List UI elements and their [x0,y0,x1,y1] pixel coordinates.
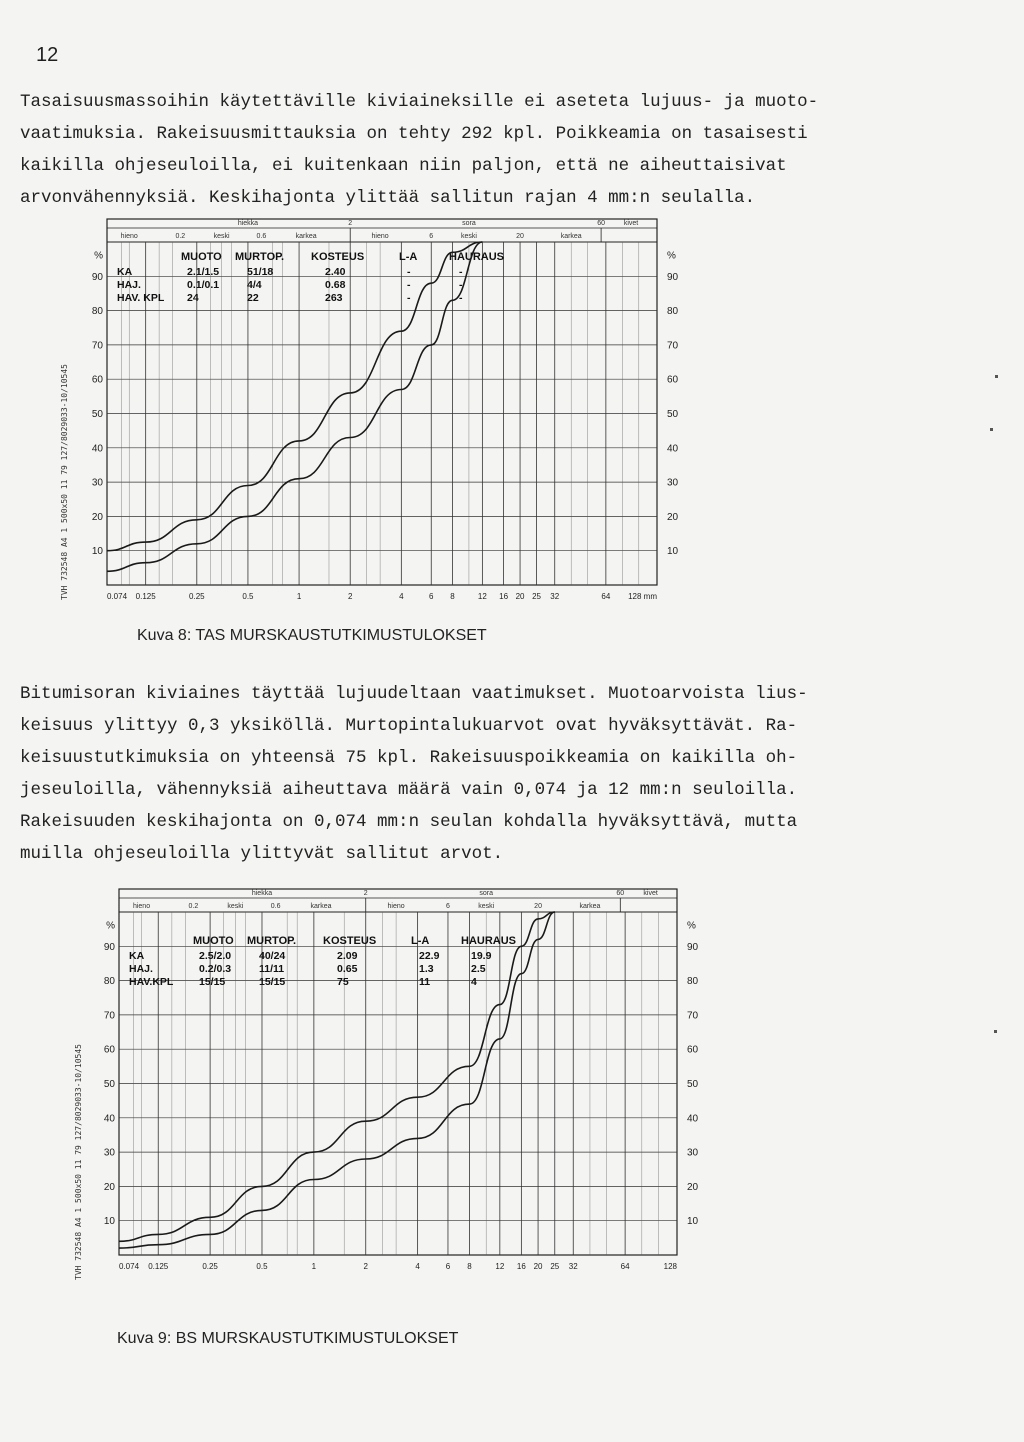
x-tick-label: 25 [550,1262,560,1271]
x-tick-label: 0.25 [189,592,205,601]
x-tick-label: 1 [296,592,302,601]
table-cell: 4 [471,976,477,988]
table-cell: - [459,266,463,278]
header-label: 6 [446,903,450,910]
x-tick-label: 6 [429,592,434,601]
header-label: hiekka [251,890,273,897]
form-stamp: TVH 732548 A4 1 500x50 11 79 127/8029033-10/10545 [60,363,69,600]
header-label: karkea [310,903,332,910]
table-header: L-A [411,935,430,947]
table-cell: 2.40 [325,266,346,278]
table-row-label: HAV. KPL [117,292,165,304]
y-tick-label: 90 [103,941,115,953]
table-header: HAURAUS [449,251,504,263]
text-line: vaatimuksia. Rakeisuusmittauksia on tehty 292 kpl. Poikkeamia on tasaisesti [20,124,808,144]
chart-svg [105,886,725,1276]
y-tick-label: 60 [91,374,103,386]
header-label: keski [478,903,495,910]
y-tick-label: 70 [667,340,679,352]
x-tick-label: 64 [620,1262,630,1271]
y-tick-label: 60 [103,1044,115,1056]
table-cell: 263 [325,292,343,304]
table-header: MURTOP. [247,935,297,947]
header-label: keski [227,903,244,910]
header-label: keski [460,233,477,240]
header-label: karkea [560,233,582,240]
y-tick-label: 70 [91,340,103,352]
table-cell: - [459,292,463,304]
x-tick-label: 32 [568,1262,578,1271]
text-line: jeseuloilla, vähennyksiä aiheuttava määrä vain 0,074 ja 12 mm:n seuloilla. [20,780,798,800]
x-tick-label: 0.5 [242,592,254,601]
header-label: 0.2 [188,903,199,910]
y-tick-label: 10 [91,546,103,558]
x-tick-label: 128 [663,1262,677,1271]
y-tick-label: 90 [91,271,103,283]
y-tick-label: 50 [687,1079,699,1090]
paragraph-2 [20,678,808,870]
y-tick-label: 30 [667,477,679,489]
text-line: kaikilla ohjeseuloilla, ei kuitenkaan niin paljon, että ne aiheuttaisivat [20,156,787,176]
y-tick-label: 60 [667,374,679,386]
table-cell: 4/4 [247,279,262,291]
header-label: hieno [387,903,405,910]
table-cell: 22 [247,292,259,304]
y-tick-label: 10 [687,1216,699,1228]
x-tick-label: 0.125 [135,592,156,601]
x-tick-label: 0.074 [107,592,128,601]
header-label: 2 [348,220,353,227]
x-tick-label: 16 [499,592,509,601]
x-tick-label: 0.25 [202,1262,218,1271]
y-unit-label: % [94,250,103,262]
y-tick-label: 10 [667,546,679,558]
text-line: arvonvähennyksiä. Keskihajonta ylittää sallitun rajan 4 mm:n seulalla. [20,188,756,208]
y-tick-label: 20 [91,511,103,523]
table-cell: 2.5/2.0 [199,950,232,962]
table-cell: 11 [419,976,431,988]
x-tick-label: 4 [399,592,404,601]
table-cell: 19.9 [471,950,492,962]
header-label: sora [462,220,476,227]
y-tick-label: 20 [687,1181,699,1193]
y-tick-label: 40 [687,1113,699,1125]
table-cell: - [407,266,411,278]
figure-caption-8: Kuva 8: TAS MURSKAUSTUTKIMUSTULOKSET [137,627,487,644]
table-cell: - [407,292,411,304]
header-label: keski [213,233,230,240]
header-label: hieno [120,233,138,240]
x-tick-label: 128 mm [628,592,657,601]
x-tick-label: 2 [347,592,353,601]
header-label: 20 [534,903,542,910]
table-cell: 15/15 [199,976,226,988]
y-tick-label: 80 [667,306,679,318]
header-label: 0.2 [175,233,186,240]
x-tick-label: 16 [516,1262,526,1271]
header-label: kivet [643,890,658,897]
x-tick-label: 32 [550,592,560,601]
grain-size-chart-tas [91,216,700,606]
scan-speck [995,375,998,378]
y-tick-label: 40 [91,443,103,455]
header-label: 60 [616,890,625,897]
x-tick-label: 0.125 [148,1262,169,1271]
header-label: hieno [132,903,151,910]
y-tick-label: 40 [667,443,679,455]
x-tick-label: 8 [450,592,455,601]
table-header: KOSTEUS [311,251,365,263]
table-row-label: HAJ. [129,963,153,975]
header-label: 0.6 [270,903,281,910]
table-cell: - [407,279,411,291]
header-label: kivet [623,220,639,227]
form-stamp: TVH 732548 A4 1 500x50 11 79 127/8029033-10/10545 [74,1043,83,1280]
y-unit-label: % [106,920,115,932]
table-header: MUOTO [181,251,222,263]
table-cell: 51/18 [247,266,274,278]
header-label: 0.6 [256,233,267,240]
y-tick-label: 80 [103,976,115,988]
text-line: keisuustutkimuksia on yhteensä 75 kpl. Rakeisuuspoikkeamia on kaikilla oh- [20,748,798,768]
scan-speck [994,1030,997,1033]
table-cell: 40/24 [259,950,286,962]
y-tick-label: 20 [667,511,679,523]
paragraph-1 [20,86,818,214]
x-tick-label: 20 [533,1262,543,1271]
y-tick-label: 50 [103,1079,115,1090]
grain-size-chart-bs [105,886,725,1276]
y-unit-label: % [687,920,696,932]
table-header: HAURAUS [461,935,516,947]
chart-svg [91,216,700,606]
text-line: keisuus ylittyy 0,3 yksiköllä. Murtopintalukuarvot ovat hyväksyttävät. Ra- [20,716,798,736]
header-label: 2 [363,890,368,897]
table-row-label: HAV.KPL [129,976,174,988]
header-label: sora [479,890,494,897]
y-tick-label: 10 [103,1216,115,1228]
header-label: karkea [579,903,601,910]
y-tick-label: 30 [103,1147,115,1159]
header-label: 60 [597,220,606,227]
y-tick-label: 20 [103,1181,115,1193]
scan-speck [990,428,993,431]
table-cell: 11/11 [259,963,285,975]
table-cell: 2.1/1.5 [187,266,220,278]
text-line: Rakeisuuden keskihajonta on 0,074 mm:n seulan kohdalla hyväksyttävä, mutta [20,812,798,832]
x-tick-label: 2 [363,1262,368,1271]
x-tick-label: 25 [532,592,541,601]
y-unit-label: % [667,250,676,262]
table-row-label: KA [129,950,145,962]
table-cell: 24 [187,292,199,304]
y-tick-label: 50 [667,409,679,420]
x-tick-label: 1 [311,1262,317,1271]
table-header: MUOTO [193,935,234,947]
header-label: 6 [429,233,434,240]
x-tick-label: 8 [467,1262,472,1271]
x-tick-label: 4 [415,1262,420,1271]
text-line: muilla ohjeseuloilla ylittyvät sallitut arvot. [20,844,504,864]
table-row-label: HAJ. [117,279,141,291]
y-tick-label: 70 [687,1010,699,1022]
table-cell: 0.2/0.3 [199,963,232,975]
x-tick-label: 12 [495,1262,505,1271]
page-number: 12 [36,44,59,66]
header-label: hiekka [237,220,259,227]
grading-curve-upper [107,242,482,551]
y-tick-label: 70 [103,1010,115,1022]
y-tick-label: 80 [91,306,103,318]
text-line: Tasaisuusmassoihin käytettäville kiviaineksille ei aseteta lujuus- ja muoto- [20,92,819,112]
table-cell: 75 [337,976,349,988]
x-tick-label: 64 [601,592,611,601]
x-tick-label: 0.074 [119,1262,140,1271]
y-tick-label: 40 [103,1113,115,1125]
y-tick-label: 50 [91,409,103,420]
table-header: MURTOP. [235,251,285,263]
header-label: hieno [371,233,389,240]
table-cell: - [459,279,463,291]
table-header: KOSTEUS [323,935,377,947]
y-tick-label: 60 [687,1044,699,1056]
table-cell: 2.5 [471,963,486,975]
x-tick-label: 20 [515,592,525,601]
y-tick-label: 80 [687,976,699,988]
header-label: 20 [516,233,524,240]
table-header: L-A [399,251,418,263]
text-line: Bitumisoran kiviaines täyttää lujuudeltaan vaatimukset. Muotoarvoista lius- [20,684,808,704]
header-label: karkea [295,233,317,240]
table-cell: 0.68 [325,279,346,291]
table-cell: 0.1/0.1 [187,279,220,291]
y-tick-label: 90 [687,941,699,953]
figure-caption-9: Kuva 9: BS MURSKAUSTUTKIMUSTULOKSET [117,1330,459,1347]
x-tick-label: 0.5 [256,1262,268,1271]
table-cell: 0.65 [337,963,358,975]
table-row-label: KA [117,266,133,278]
y-tick-label: 30 [687,1147,699,1159]
y-tick-label: 90 [667,271,679,283]
y-tick-label: 30 [91,477,103,489]
x-tick-label: 12 [477,592,487,601]
table-cell: 2.09 [337,950,358,962]
x-tick-label: 6 [445,1262,451,1271]
table-cell: 15/15 [259,976,286,988]
table-cell: 1.3 [419,963,434,975]
table-cell: 22.9 [419,950,440,962]
